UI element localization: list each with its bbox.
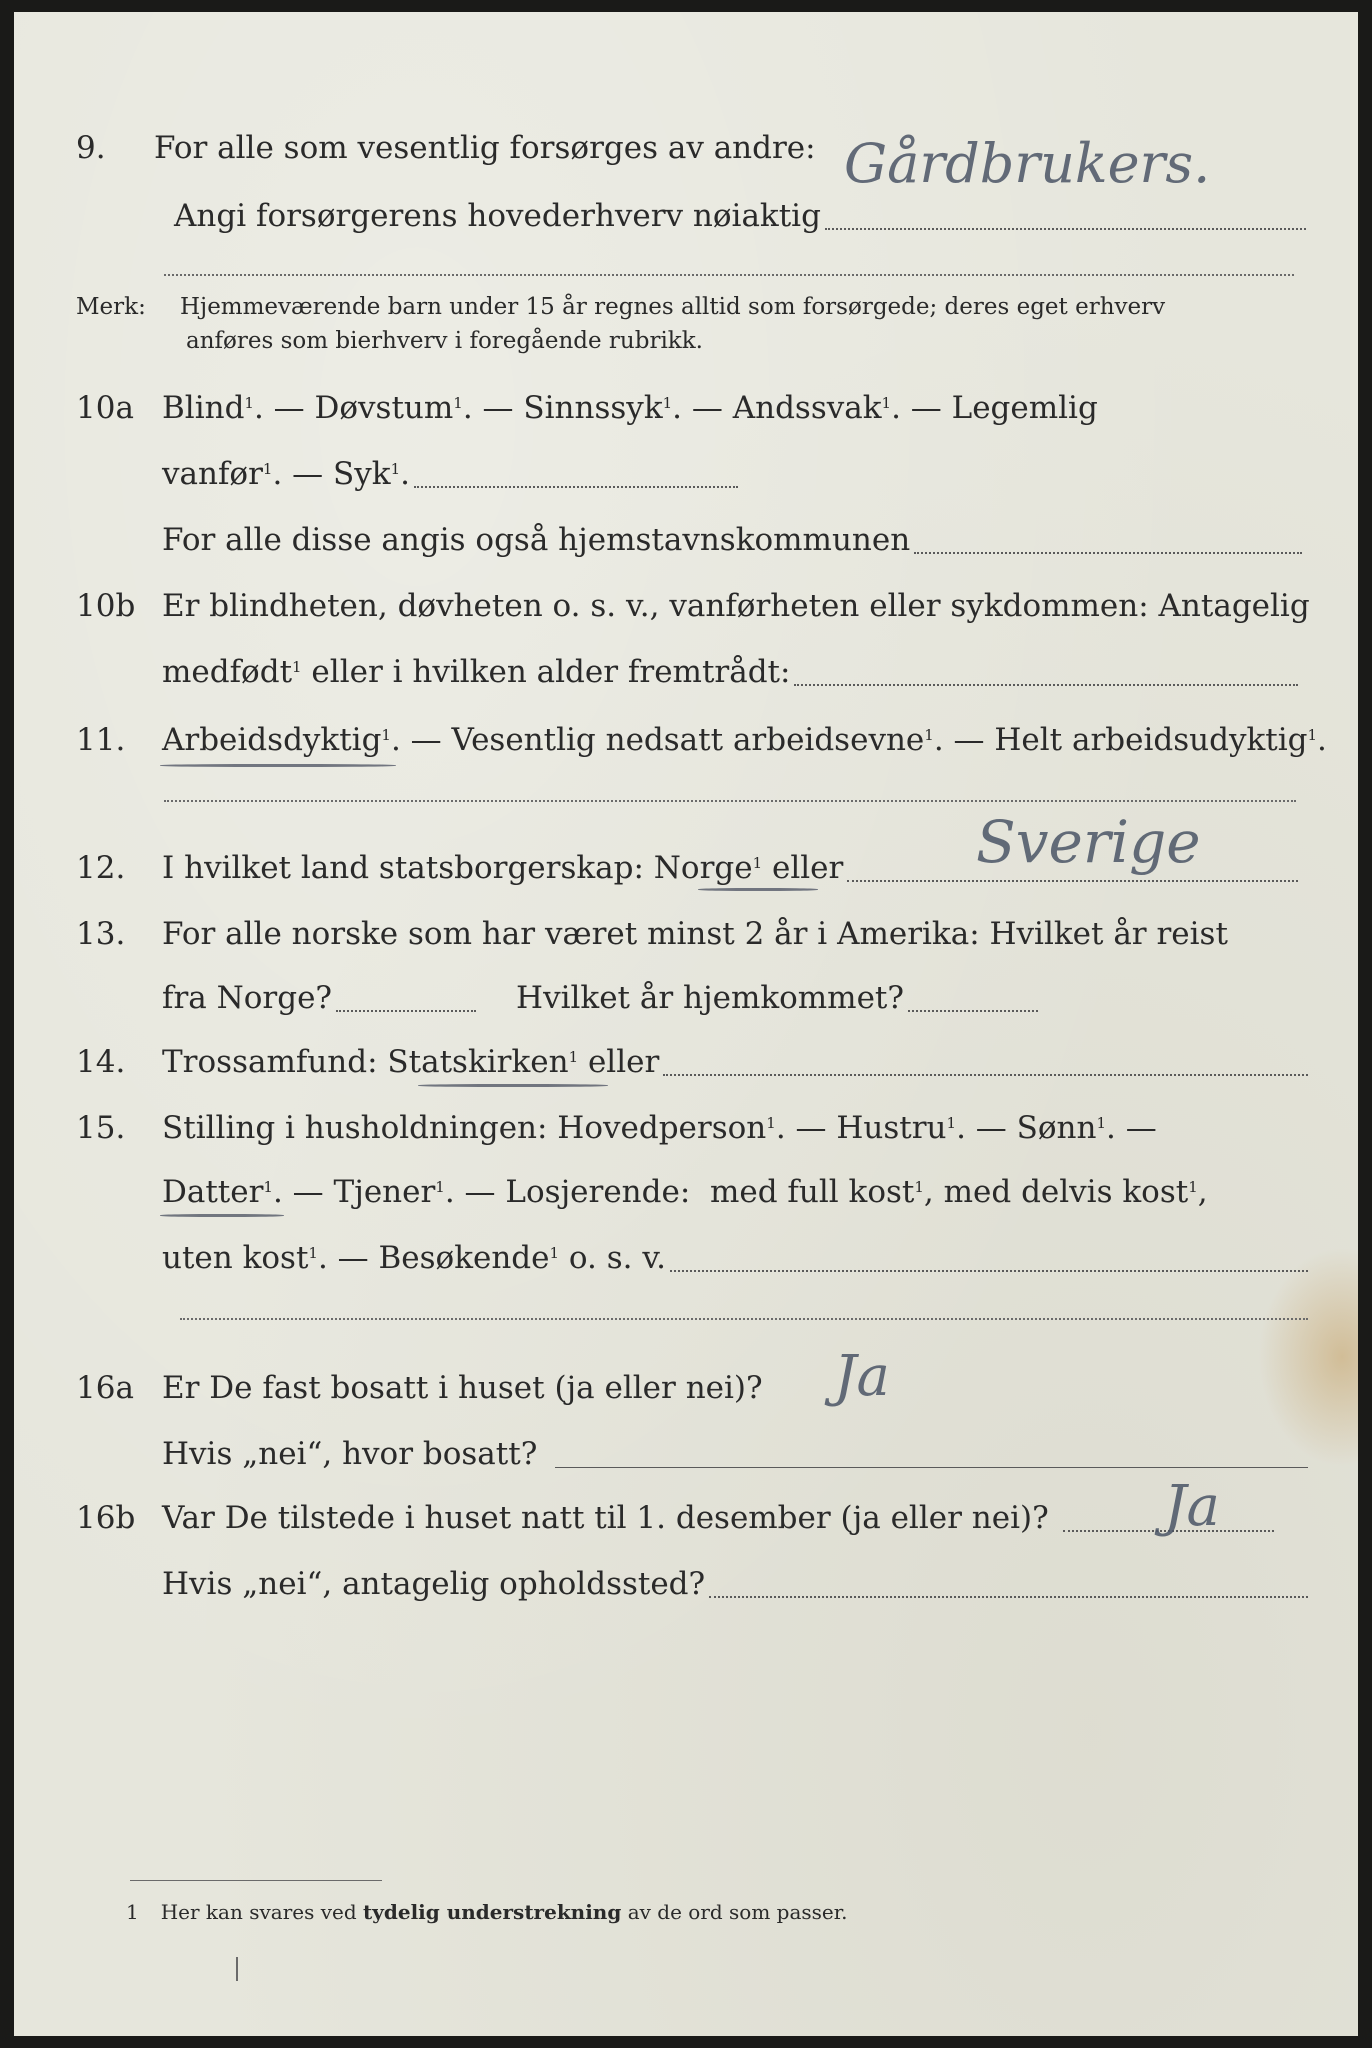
q16a-row-1 — [14, 1362, 1358, 1414]
q16b-opholdssted-line[interactable] — [709, 1596, 1308, 1598]
q10a-dovstum[interactable]: . — Døvstum — [253, 390, 454, 426]
footnote: 1 Her kan svares ved tydelig understrekning av de ord som passer. — [126, 1900, 848, 1924]
q16a-number: 16a — [76, 1370, 134, 1406]
footnote-number: 1 — [126, 1900, 139, 1924]
footnote-rule — [130, 1880, 382, 1881]
q10b-line1: Er blindheten, døvheten o. s. v., vanførheten eller sykdommen: Antagelig — [162, 588, 1310, 624]
q10a-row-1: 10a Blind$^1$. — Døvstum$^1$. — Sinnssyk$^1$. — Andssvak$^1$. — Legemlig — [14, 382, 1358, 434]
q16b-line2: Hvis „nei“, antagelig opholdssted? — [162, 1566, 706, 1602]
q12-row: 12. I hvilket land statsborgerskap: Norge$^1$ eller — [14, 842, 1358, 894]
q13-number: 13. — [76, 916, 126, 952]
q10a-vanfor[interactable]: vanfør — [162, 456, 263, 492]
q10a-row-2: vanfør$^1$. — Syk$^1$. — [14, 448, 1358, 500]
q10a-hjemstavn-label: For alle disse angis også hjemstavnskommunen — [162, 522, 911, 558]
q10a-andssvak[interactable]: . — Andssvak — [672, 390, 882, 426]
q10a-blind[interactable]: Blind — [162, 390, 245, 426]
q15-tjener[interactable]: . — Tjener — [272, 1174, 436, 1210]
q15-extra-line — [180, 1318, 1308, 1320]
q10b-number: 10b — [76, 588, 136, 624]
q15-row-1: 15. Stilling i husholdningen: Hovedperson$^1$. — Hustru$^1$. — Sønn$^1$. — — [14, 1102, 1358, 1154]
q16b-row-1 — [14, 1492, 1358, 1544]
q12-answer-line[interactable] — [847, 880, 1298, 882]
q11-row: 11. Arbeidsdyktig$^1$. — Vesentlig nedsatt arbeidsevne$^1$. — Helt arbeidsudyktig$^1$. — [14, 714, 1358, 766]
q14-number: 14. — [76, 1044, 126, 1080]
q13-row-2 — [14, 972, 1358, 1024]
q16a-answer-line[interactable] — [555, 1467, 1308, 1468]
q12-norge[interactable]: Norge — [653, 850, 753, 886]
q10a-hjemstavn-line[interactable] — [914, 552, 1302, 554]
q11-udyktig[interactable]: . — Helt arbeidsudyktig — [933, 722, 1308, 758]
q9-handwritten-answer: Gårdbrukers. — [844, 132, 1211, 195]
q9-line2: Angi forsørgerens hovederhverv nøiaktig — [174, 198, 821, 234]
q11-nedsatt[interactable]: . — Vesentlig nedsatt arbeidsevne — [390, 722, 925, 758]
q13-reist-line[interactable] — [336, 1010, 476, 1012]
q15-hovedperson[interactable]: Stilling i husholdningen: Hovedperson — [162, 1110, 767, 1146]
q10a-sinnssyk[interactable]: . — Sinnssyk — [462, 390, 663, 426]
q13-row-1 — [14, 908, 1358, 960]
q13-line1: For alle norske som har været minst 2 år i Amerika: Hvilket år reist — [162, 916, 1228, 952]
q9-row-2 — [14, 190, 1358, 242]
q15-answer-line[interactable] — [670, 1270, 1308, 1272]
footnote-emphasis: tydelig understrekning — [363, 1900, 622, 1924]
q16a-handwritten-answer: Ja — [834, 1344, 890, 1409]
q10b-medfodt[interactable]: medfødt — [162, 654, 293, 690]
q15-hustru[interactable]: . — Hustru — [775, 1110, 947, 1146]
q15-delvis-kost[interactable]: , med delvis kost — [923, 1174, 1189, 1210]
q13-hjemkommet-line[interactable] — [908, 1010, 1038, 1012]
q15-row-3: uten kost$^1$. — Besøkende$^1$ o. s. v. — [14, 1232, 1358, 1284]
q16b-row-2 — [14, 1558, 1358, 1610]
q14-answer-line[interactable] — [663, 1074, 1308, 1076]
q11-extra-line — [164, 800, 1296, 802]
q15-row-2: Datter$^1$. — Tjener$^1$. — Losjerende: med full kost$^1$, med delvis kost$^1$, — [162, 1174, 1208, 1210]
q10a-syk-line[interactable] — [414, 486, 738, 488]
q15-datter[interactable]: Datter — [162, 1174, 264, 1210]
margin-tick — [236, 1957, 238, 1981]
q15-besokende[interactable]: . — Besøkende — [317, 1240, 550, 1276]
q9-answer-line[interactable] — [825, 228, 1306, 230]
merk-label: Merk: — [76, 294, 146, 320]
q15-full-kost[interactable]: . — Losjerende: med full kost — [444, 1174, 915, 1210]
q11-arbeidsdyktig[interactable]: Arbeidsdyktig — [162, 722, 382, 758]
q10b-row-1 — [14, 580, 1358, 632]
q12-underline-mark — [698, 888, 818, 891]
q16a-line1: Er De fast bosatt i huset (ja eller nei)? — [162, 1370, 763, 1406]
q15-number: 15. — [76, 1110, 126, 1146]
q14-underline-mark — [418, 1084, 608, 1087]
q10a-legemlig[interactable]: . — Legemlig — [891, 390, 1098, 426]
q14-statskirken[interactable]: Statskirken — [387, 1044, 569, 1080]
q16a-row-2 — [14, 1428, 1358, 1480]
merk-line2: anføres som bierhverv i foregående rubrikk. — [186, 328, 703, 354]
q11-number: 11. — [76, 722, 126, 758]
q16b-number: 16b — [76, 1500, 136, 1536]
q10b-row-2: medfødt$^1$ eller i hvilken alder fremtrådt: — [14, 646, 1358, 698]
q15-underline-mark — [160, 1214, 284, 1217]
q16a-line2: Hvis „nei“, hvor bosatt? — [162, 1436, 538, 1472]
q14-row: 14. Trossamfund: Statskirken$^1$ eller — [14, 1036, 1358, 1088]
q10a-syk[interactable]: . — Syk — [272, 456, 391, 492]
q9-number: 9. — [76, 130, 106, 166]
census-form-page — [14, 12, 1358, 2036]
q13-reist-label: fra Norge? — [162, 980, 333, 1016]
q16b-line1: Var De tilstede i huset natt til 1. desember (ja eller nei)? — [162, 1500, 1049, 1536]
q9-extra-line — [164, 274, 1294, 276]
q12-handwritten-answer: Sverige — [976, 808, 1201, 876]
q13-hjemkommet-label: Hvilket år hjemkommet? — [516, 980, 905, 1016]
q10b-answer-line[interactable] — [794, 684, 1298, 686]
merk-line1: Hjemmeværende barn under 15 år regnes alltid som forsørgede; deres eget erhverv — [180, 294, 1166, 320]
q15-sonn[interactable]: . — Sønn — [956, 1110, 1097, 1146]
q10a-row-3 — [14, 514, 1358, 566]
q9-line1: For alle som vesentlig forsørges av andre: — [154, 130, 816, 166]
q16b-handwritten-answer: Ja — [1164, 1474, 1220, 1539]
q10a-number: 10a — [76, 390, 134, 426]
q12-number: 12. — [76, 850, 126, 886]
q15-uten-kost[interactable]: uten kost — [162, 1240, 309, 1276]
q11-underline-mark — [160, 764, 396, 767]
